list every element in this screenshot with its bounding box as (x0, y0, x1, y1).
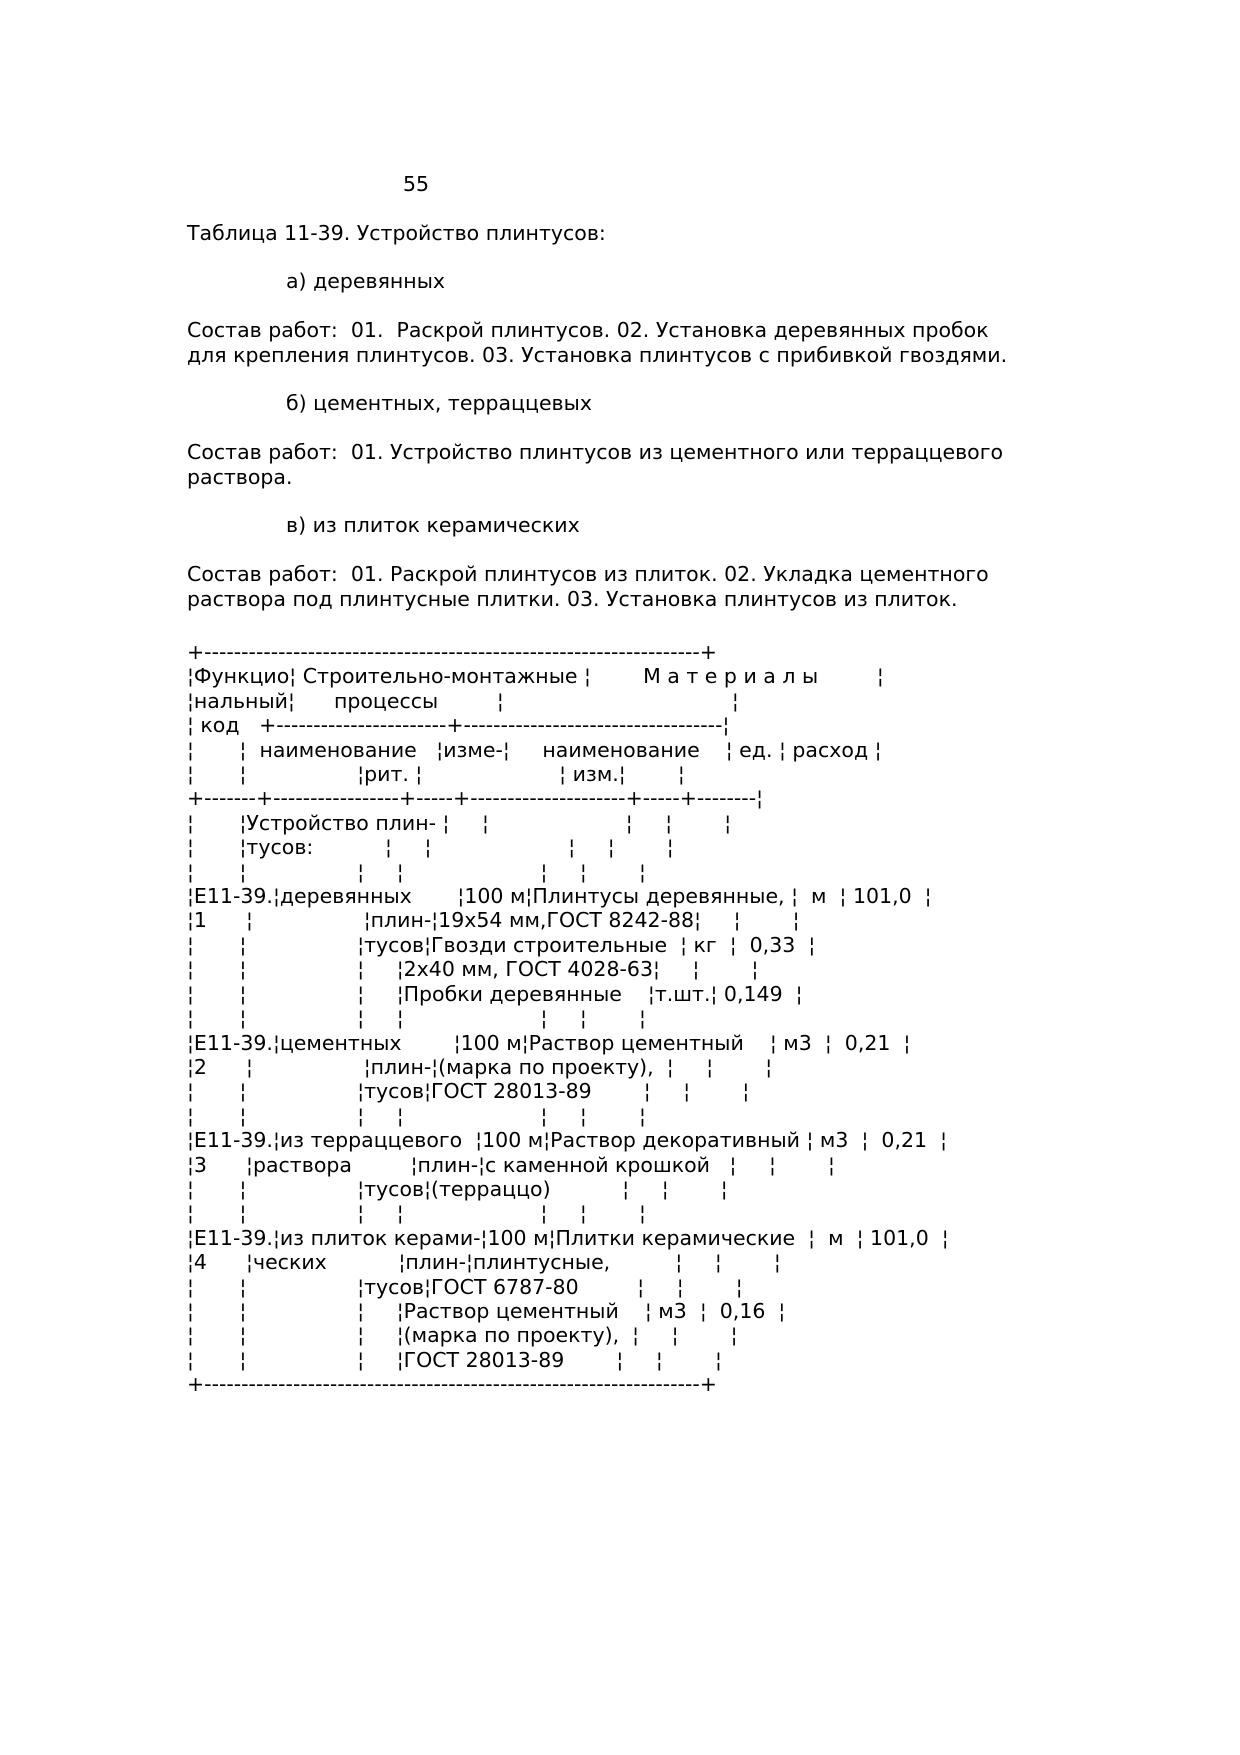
work-line: для крепления плинтусов. 03. Установка плинтусов с прибивкой гвоздями. (187, 342, 1008, 367)
table-line: ¦ ¦ ¦ ¦(марка по проекту), ¦ ¦ ¦ (187, 1323, 738, 1348)
table-line: ¦Функцио¦ Строительно-монтажные ¦ М а т е р и а л ы ¦ (187, 664, 884, 689)
work-line: Состав работ: 01. Устройство плинтусов из цементного или терраццевого (187, 440, 1004, 464)
table-line: ¦ ¦ ¦тусов¦Гвозди строительные ¦ кг ¦ 0,33 ¦ (187, 932, 816, 957)
page-number: 55 (403, 172, 430, 196)
table-line: ¦Е11-39.¦из терраццевого ¦100 м¦Раствор декоративный ¦ м3 ¦ 0,21 ¦ (187, 1128, 947, 1153)
table-line: ¦ ¦ ¦ ¦ ¦ ¦ ¦ (187, 859, 646, 884)
table-line: ¦ ¦ ¦ ¦ ¦ ¦ ¦ (187, 1006, 646, 1031)
work-composition-wooden (187, 318, 1187, 367)
table-line: ¦ ¦ ¦тусов¦ГОСТ 6787-80 ¦ ¦ ¦ (187, 1274, 743, 1299)
table-line: ¦ ¦ ¦тусов¦(терраццо) ¦ ¦ ¦ (187, 1176, 728, 1201)
table-line: ¦ ¦ ¦ ¦Раствор цементный ¦ м3 ¦ 0,16 ¦ (187, 1298, 786, 1323)
subtitle-cement: б) цементных, терраццевых (286, 391, 592, 415)
table-line: ¦ ¦ ¦рит. ¦ ¦ изм.¦ ¦ (187, 762, 685, 787)
table-line: ¦ ¦ ¦ ¦ГОСТ 28013-89 ¦ ¦ ¦ (187, 1347, 722, 1372)
subtitle-wooden: а) деревянных (286, 269, 446, 293)
table-line: ¦нальный¦ процессы ¦ ¦ (187, 688, 739, 713)
table-line: ¦Е11-39.¦цементных ¦100 м¦Раствор цементный ¦ м3 ¦ 0,21 ¦ (187, 1030, 911, 1055)
table-line: ¦ ¦ ¦ ¦ ¦ ¦ ¦ (187, 1201, 646, 1226)
table-line: ¦ ¦ ¦ ¦ ¦ ¦ ¦ (187, 1103, 646, 1128)
table-line: ¦Е11-39.¦деревянных ¦100 м¦Плинтусы деревянные, ¦ м ¦ 101,0 ¦ (187, 884, 932, 909)
table-line: ¦ ¦ ¦ ¦2х40 мм, ГОСТ 4028-63¦ ¦ ¦ (187, 957, 759, 982)
table-line: ¦ ¦тусов: ¦ ¦ ¦ ¦ ¦ (187, 835, 674, 860)
work-line: Состав работ: 01. Раскрой плинтусов. 02. Установка деревянных пробок (187, 318, 989, 342)
table-line: ¦3 ¦раствора ¦плин-¦с каменной крошкой ¦ ¦ ¦ (187, 1152, 835, 1177)
table-line: ¦4 ¦ческих ¦плин-¦плинтусные, ¦ ¦ ¦ (187, 1250, 781, 1275)
table-line: ¦Е11-39.¦из плиток керами-¦100 м¦Плитки керамические ¦ м ¦ 101,0 ¦ (187, 1225, 949, 1250)
table-line: +-------------------------------------------------------------------+ (187, 640, 717, 664)
table-line: ¦1 ¦ ¦плин-¦19х54 мм,ГОСТ 8242-88¦ ¦ ¦ (187, 908, 800, 933)
materials-table (187, 640, 949, 1397)
table-line: ¦ ¦Устройство плин- ¦ ¦ ¦ ¦ ¦ (187, 810, 732, 835)
table-line: ¦ ¦ наименование ¦изме-¦ наименование ¦ ед. ¦ расход ¦ (187, 737, 882, 762)
table-line: +-------------------------------------------------------------------+ (187, 1372, 717, 1397)
table-line: +-------+-----------------+-----+---------------------+-----+--------¦ (187, 786, 763, 811)
work-line: раствора. (187, 464, 293, 489)
table-line: ¦2 ¦ ¦плин-¦(марка по проекту), ¦ ¦ ¦ (187, 1054, 773, 1079)
subtitle-ceramic: в) из плиток керамических (286, 513, 580, 537)
work-composition-cement (187, 440, 1187, 489)
table-line: ¦ код +-----------------------+-----------------------------------¦ (187, 713, 730, 738)
work-composition-ceramic (187, 562, 1187, 611)
work-line: раствора под плинтусные плитки. 03. Установка плинтусов из плиток. (187, 586, 958, 611)
table-line: ¦ ¦ ¦ ¦Пробки деревянные ¦т.шт.¦ 0,149 ¦ (187, 981, 803, 1006)
work-line: Состав работ: 01. Раскрой плинтусов из плиток. 02. Укладка цементного (187, 562, 989, 586)
table-title: Таблица 11-39. Устройство плинтусов: (187, 221, 606, 245)
table-line: ¦ ¦ ¦тусов¦ГОСТ 28013-89 ¦ ¦ ¦ (187, 1079, 750, 1104)
